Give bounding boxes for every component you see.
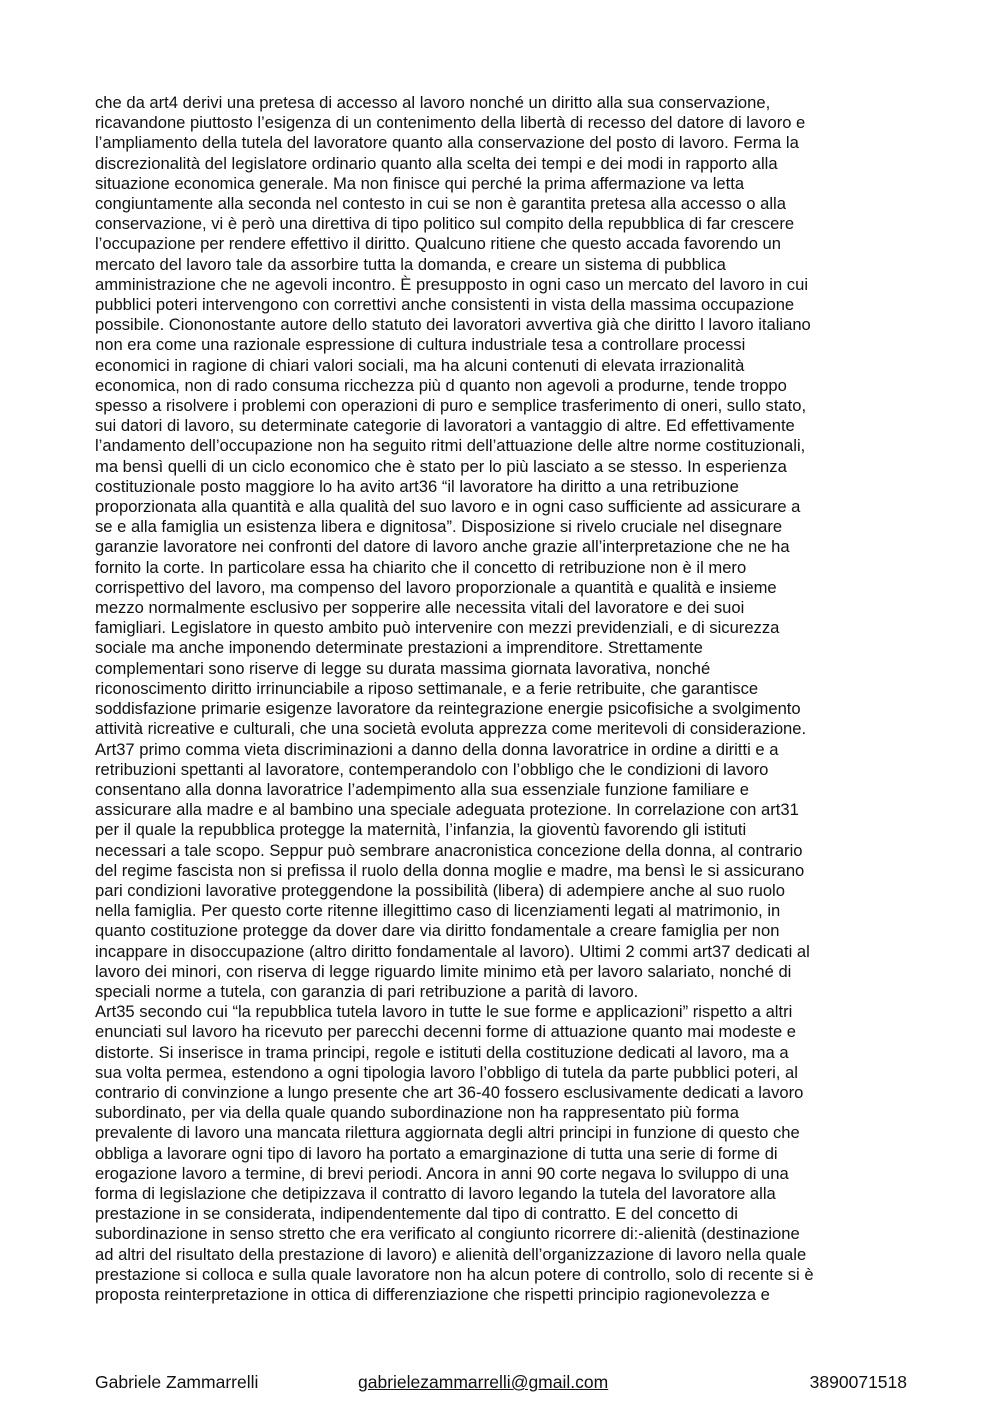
text-line: per il quale la repubblica protegge la maternità, l’infanzia, la gioventù favorendo gli istituti: [95, 820, 747, 840]
text-line: conservazione, vi è però una direttiva di tipo politico sul compito della repubblica di far crescere: [95, 214, 795, 234]
text-line: mercato del lavoro tale da assorbire tutta la domanda, e creare un sistema di pubblica: [95, 254, 726, 274]
text-line: forma di legislazione che detipizzava il contratto di lavoro legando la tutela del lavoratore alla: [95, 1183, 776, 1203]
text-line: erogazione lavoro a termine, di brevi periodi. Ancora in anni 90 corte negava lo sviluppo di una: [95, 1163, 789, 1183]
text-line: sua volta permea, estendono a ogni tipologia lavoro l’obbligo di tutela da parte pubblici poteri, al: [95, 1062, 798, 1082]
text-line: sociale ma anche imponendo determinate prestazioni a imprenditore. Strettamente: [95, 638, 703, 658]
text-line: speciali norme a tutela, con garanzia di pari retribuzione a parità di lavoro.: [95, 981, 639, 1001]
text-line: ad altri del risultato della prestazione di lavoro) e alienità dell’organizzazione di lavoro nella quale: [95, 1244, 807, 1264]
text-line: se e alla famiglia un esistenza libera e dignitosa”. Disposizione si rivelo cruciale nel disegnare: [95, 517, 783, 537]
text-line: complementari sono riserve di legge su durata massima giornata lavorativa, nonché: [95, 658, 711, 678]
text-line: situazione economica generale. Ma non finisce qui perché la prima affermazione va letta: [95, 173, 745, 193]
document-body: [95, 93, 907, 1305]
text-line: congiuntamente alla seconda nel contesto in cui se non è garantita pretesa alla accesso o alla: [95, 194, 786, 214]
text-line: incappare in disoccupazione (altro diritto fondamentale al lavoro). Ultimi 2 commi art37 dedicati al: [95, 941, 810, 961]
text-line: prestazione si colloca e sulla quale lavoratore non ha alcun potere di controllo, solo di recente si è: [95, 1264, 814, 1284]
text-line: distorte. Si inserisce in trama principi, regole e istituti della costituzione dedicati al lavoro, ma a: [95, 1042, 789, 1062]
text-line: lavoro dei minori, con riserva di legge riguardo limite minimo età per lavoro salariato, nonché di: [95, 961, 792, 981]
phone-number: 3890071518: [809, 1372, 907, 1392]
author-name: Gabriele Zammarrelli: [95, 1372, 259, 1392]
text-line: l’occupazione per rendere effettivo il diritto. Qualcuno ritiene che questo accada favorendo un: [95, 234, 781, 254]
text-line: proporzionata alla quantità e alla qualità del suo lavoro e in ogni caso sufficiente ad assicurare a: [95, 497, 801, 517]
text-line: necessari a tale scopo. Seppur può sembrare anacronistica concezione della donna, al contrario: [95, 840, 803, 860]
text-line: sui datori di lavoro, su determinate categorie di lavoratori a vantaggio di altre. Ed effettivamente: [95, 416, 795, 436]
text-line: spesso a risolvere i problemi con operazioni di puro e semplice trasferimento di oneri, sullo stato,: [95, 396, 807, 416]
text-line: prevalente di lavoro una mancata rilettura aggiornata degli altri principi in funzione di questo che: [95, 1123, 800, 1143]
text-line: costituzionale posto maggiore lo ha avito art36 “il lavoratore ha diritto a una retribuzione: [95, 476, 739, 496]
text-line: corrispettivo del lavoro, ma compenso del lavoro proporzionale a quantità e qualità e insieme: [95, 577, 777, 597]
text-line: enunciati sul lavoro ha ricevuto per parecchi decenni forme di attuazione quanto mai modeste e: [95, 1022, 797, 1042]
text-line: ricavandone piuttosto l’esigenza di un contenimento della libertà di recesso del datore di lavoro e: [95, 113, 806, 133]
text-line: riconoscimento diritto irrinunciabile a riposo settimanale, e a ferie retribuite, che garantisce: [95, 678, 759, 698]
text-line: obbliga a lavorare ogni tipo di lavoro ha portato a emarginazione di tutta una serie di forme di: [95, 1143, 778, 1163]
text-line: Art35 secondo cui “la repubblica tutela lavoro in tutte le sue forme e applicazioni” rispetto a altri: [95, 1002, 793, 1022]
text-line: retribuzioni spettanti al lavoratore, contemperandolo con l’obbligo che le condizioni di lavoro: [95, 759, 769, 779]
text-line: pubblici poteri intervengono con correttivi anche consistenti in vista della massima occupazione: [95, 295, 795, 315]
text-line: economica, non di rado consuma ricchezza più d quanto non agevoli a produrne, tende troppo: [95, 375, 787, 395]
text-line: quanto costituzione protegge da dover dare via diritto fondamentale a creare famiglia per non: [95, 921, 780, 941]
text-line: fornito la corte. In particolare essa ha chiarito che il concetto di retribuzione non è il mero: [95, 557, 747, 577]
text-line: consentano alla donna lavoratrice l’adempimento alla sua essenziale funzione familiare e: [95, 779, 750, 799]
text-line: subordinazione in senso stretto che era verificato al congiunto ricorrere di:-alienità (destinazione: [95, 1224, 800, 1244]
text-line: soddisfazione primarie esigenze lavoratore da reintegrazione energie psicofisiche a svolgimento: [95, 699, 801, 719]
text-line: non era come una razionale espressione di cultura industriale tesa a controllare processi: [95, 335, 746, 355]
text-line: l’ampliamento della tutela del lavoratore quanto alla conservazione del posto di lavoro. Ferma la: [95, 133, 799, 153]
text-line: ma bensì quelli di un ciclo economico che è stato per lo più lasciato a se stesso. In esperienza: [95, 456, 787, 476]
text-line: mezzo normalmente esclusivo per sopperire alle necessita vitali del lavoratore e dei suoi: [95, 598, 745, 618]
text-line: possibile. Ciononostante autore dello statuto dei lavoratori avvertiva già che diritto l lavoro italiano: [95, 315, 811, 335]
text-line: garanzie lavoratore nei confronti del datore di lavoro anche grazie all’interpretazione che ne ha: [95, 537, 790, 557]
text-line: pari condizioni lavorative proteggendone la possibilità (libera) di adempiere anche al suo ruolo: [95, 880, 785, 900]
text-line: che da art4 derivi una pretesa di accesso al lavoro nonché un diritto alla sua conservazione,: [95, 93, 771, 112]
email-link[interactable]: gabrielezammarrelli@gmail.com: [358, 1372, 609, 1392]
page-footer: [95, 1369, 907, 1395]
text-line: subordinato, per via della quale quando subordinazione non ha rappresentato più forma: [95, 1103, 739, 1123]
text-line: discrezionalità del legislatore ordinario quanto alla scelta dei tempi e dei modi in rapporto alla: [95, 153, 778, 173]
text-line: contrario di convinzione a lungo presente che art 36-40 fossero esclusivamente dedicati a lavoro: [95, 1082, 804, 1102]
text-line: del regime fascista non si prefissa il ruolo della donna moglie e madre, ma bensì le si assicurano: [95, 860, 805, 880]
text-line: attività ricreative e culturali, che una società evoluta apprezza come meritevoli di considerazione.: [95, 719, 807, 739]
text-line: proposta reinterpretazione in ottica di differenziazione che rispetti principio ragionevolezza e: [95, 1284, 770, 1304]
text-line: assicurare alla madre e al bambino una speciale adeguata protezione. In correlazione con art31: [95, 800, 799, 820]
text-line: Art37 primo comma vieta discriminazioni a danno della donna lavoratrice in ordine a diritti e a: [95, 739, 779, 759]
text-line: prestazione in se considerata, indipendentemente dal tipo di contratto. E del concetto di: [95, 1204, 738, 1224]
text-line: amministrazione che ne agevoli incontro. È presupposto in ogni caso un mercato del lavoro in cui: [95, 274, 809, 294]
text-line: economici in ragione di chiari valori sociali, ma ha alcuni contenuti di elevata irrazionalità: [95, 355, 745, 375]
text-line: famigliari. Legislatore in questo ambito può intervenire con mezzi previdenziali, e di sicurezza: [95, 618, 780, 638]
text-line: l’andamento dell’occupazione non ha seguito ritmi dell’attuazione delle altre norme costituzionali,: [95, 436, 806, 456]
text-line: nella famiglia. Per questo corte ritenne illegittimo caso di licenziamenti legati al matrimonio, in: [95, 901, 781, 921]
